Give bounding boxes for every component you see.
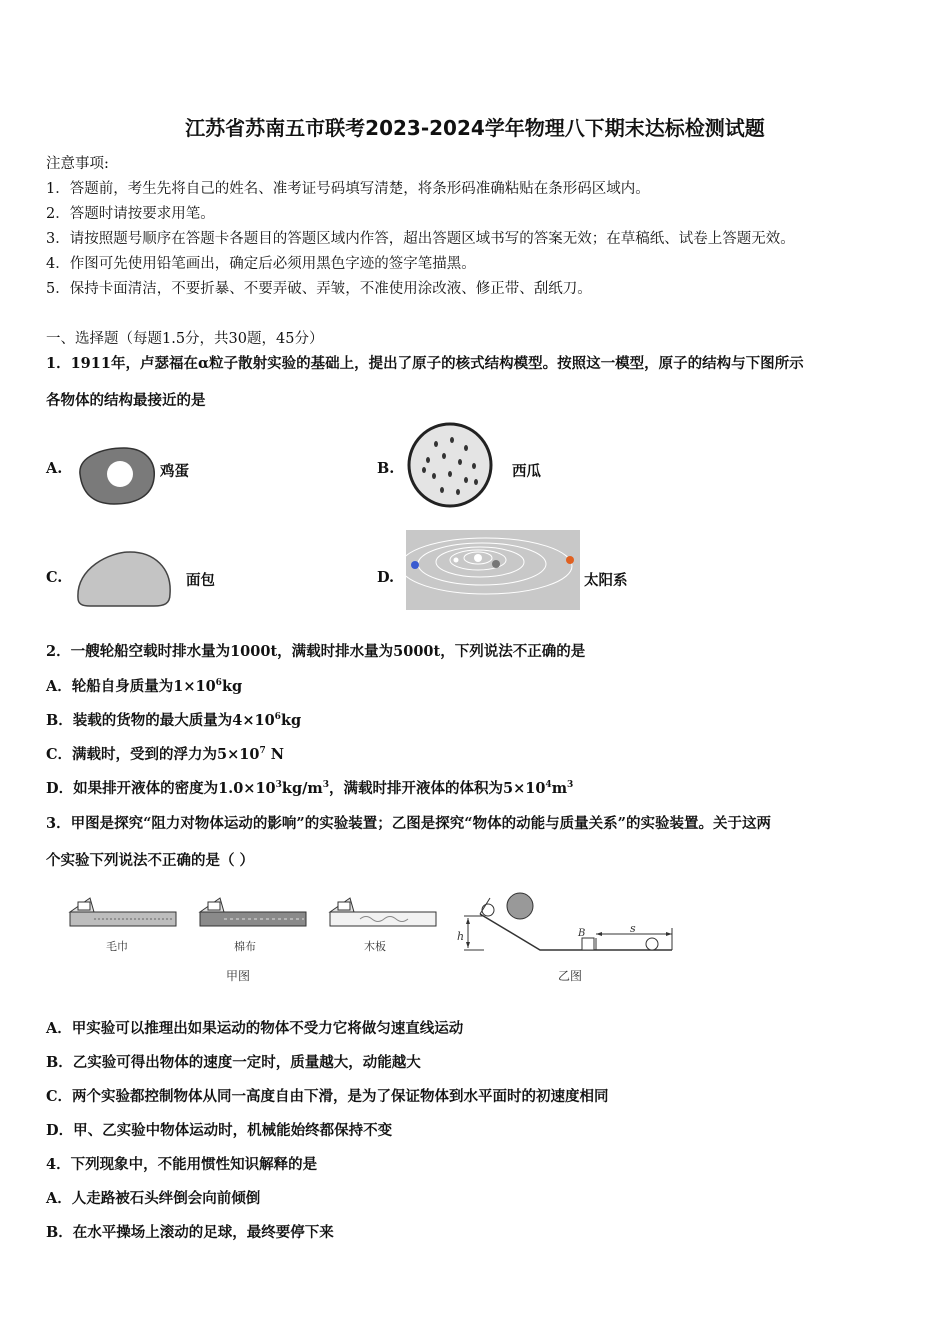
q2-option-c: C．满载时，受到的浮力为$5\times 10^7$ N (46, 746, 285, 763)
notice-item-2: 2．答题时请按要求用笔。 (46, 206, 215, 222)
notice-item-3: 3．请按照题号顺序在答题卡各题目的答题区域内作答，超出答题区域书写的答案无效；在草稿纸、试卷上答题无效。 (46, 231, 795, 247)
solar-system-icon (406, 530, 580, 610)
bread-icon (74, 550, 174, 610)
egg-icon (74, 444, 158, 506)
q3-option-c: C．两个实验都控制物体从同一高度自由下滑，是为了保证物体到水平面时的初速度相同 (46, 1088, 609, 1105)
height-label: h (457, 930, 465, 943)
q4-option-a: A．人走路被石头绊倒会向前倾倒 (46, 1190, 261, 1207)
q2-option-a: A．轮船自身质量为$1\times 10^6kg$ (46, 678, 243, 695)
q1-option-a-label: A. (46, 460, 63, 477)
q3-experiment-figure (60, 888, 708, 992)
q1-option-c-text: 面包 (186, 572, 215, 589)
notice-item-5: 5．保持卡面清洁，不要折暴、不要弄破、弄皱，不准使用涂改液、修正带、刮纸刀。 (46, 281, 592, 297)
q4-stem: 4．下列现象中，不能用惯性知识解释的是 (46, 1156, 318, 1173)
q1-option-d-text: 太阳系 (584, 572, 628, 589)
q2-option-b: B．装载的货物的最大质量为$4\times 10^6kg$ (46, 712, 302, 729)
ramp-cotton-apparatus (200, 898, 306, 926)
kinetic-energy-apparatus (464, 893, 672, 950)
q3-option-b: B．乙实验可得出物体的速度一定时，质量越大，动能越大 (46, 1054, 421, 1071)
notice-heading: 注意事项: (46, 156, 109, 172)
q1-option-b-text: 西瓜 (512, 463, 541, 480)
figure-jia-label: 甲图 (226, 969, 251, 983)
q3-stem-line2: 个实验下列说法不正确的是（ ） (46, 852, 255, 869)
q2-option-d: D．如果排开液体的密度为$1.0\times 10^3kg/m^3$，满载时排开液体的体积为$5\times 10^4m^3$ (46, 780, 574, 797)
watermelon-icon (406, 422, 494, 508)
ramp-towel-apparatus (70, 898, 176, 926)
notice-item-4: 4．作图可先使用铅笔画出，确定后必须用黑色字迹的签字笔描黑。 (46, 256, 476, 272)
q3-option-d: D．甲、乙实验中物体运动时，机械能始终都保持不变 (46, 1122, 393, 1139)
surface-label-wood: 木板 (364, 940, 386, 953)
section-heading: 一、选择题（每题1.5分，共30题，45分） (46, 331, 324, 347)
q1-option-b-label: B. (377, 460, 395, 477)
block-label: B (578, 928, 586, 939)
page-title: 江苏省苏南五市联考2023-2024学年物理八下期末达标检测试题 (185, 116, 765, 140)
q2-stem: 2．一艘轮船空载时排水量为1000t，满载时排水量为5000t，下列说法不正确的是 (46, 643, 586, 660)
surface-label-cotton: 棉布 (234, 940, 256, 953)
q1-stem-line1: 1．1911年，卢瑟福在α粒子散射实验的基础上，提出了原子的核式结构模型。按照这一模型，原子的结构与下图所示 (46, 355, 804, 372)
distance-label: s (630, 922, 636, 935)
q1-option-a-text: 鸡蛋 (160, 463, 189, 480)
notice-item-1: 1．答题前，考生先将自己的姓名、准考证号码填写清楚，将条形码准确粘贴在条形码区域内。 (46, 181, 650, 197)
surface-label-towel: 毛巾 (106, 940, 128, 953)
q1-option-d-label: D. (377, 569, 395, 586)
q1-stem-line2: 各物体的结构最接近的是 (46, 392, 206, 409)
q4-option-b: B．在水平操场上滚动的足球，最终要停下来 (46, 1224, 334, 1241)
q1-option-c-label: C. (46, 569, 63, 586)
q3-option-a: A．甲实验可以推理出如果运动的物体不受力它将做匀速直线运动 (46, 1020, 464, 1037)
ramp-wood-apparatus (330, 898, 436, 926)
figure-yi-label: 乙图 (558, 969, 583, 983)
q3-stem-line1: 3．甲图是探究“阻力对物体运动的影响”的实验装置；乙图是探究“物体的动能与质量关系”的实验装置。关于这两 (46, 815, 771, 832)
